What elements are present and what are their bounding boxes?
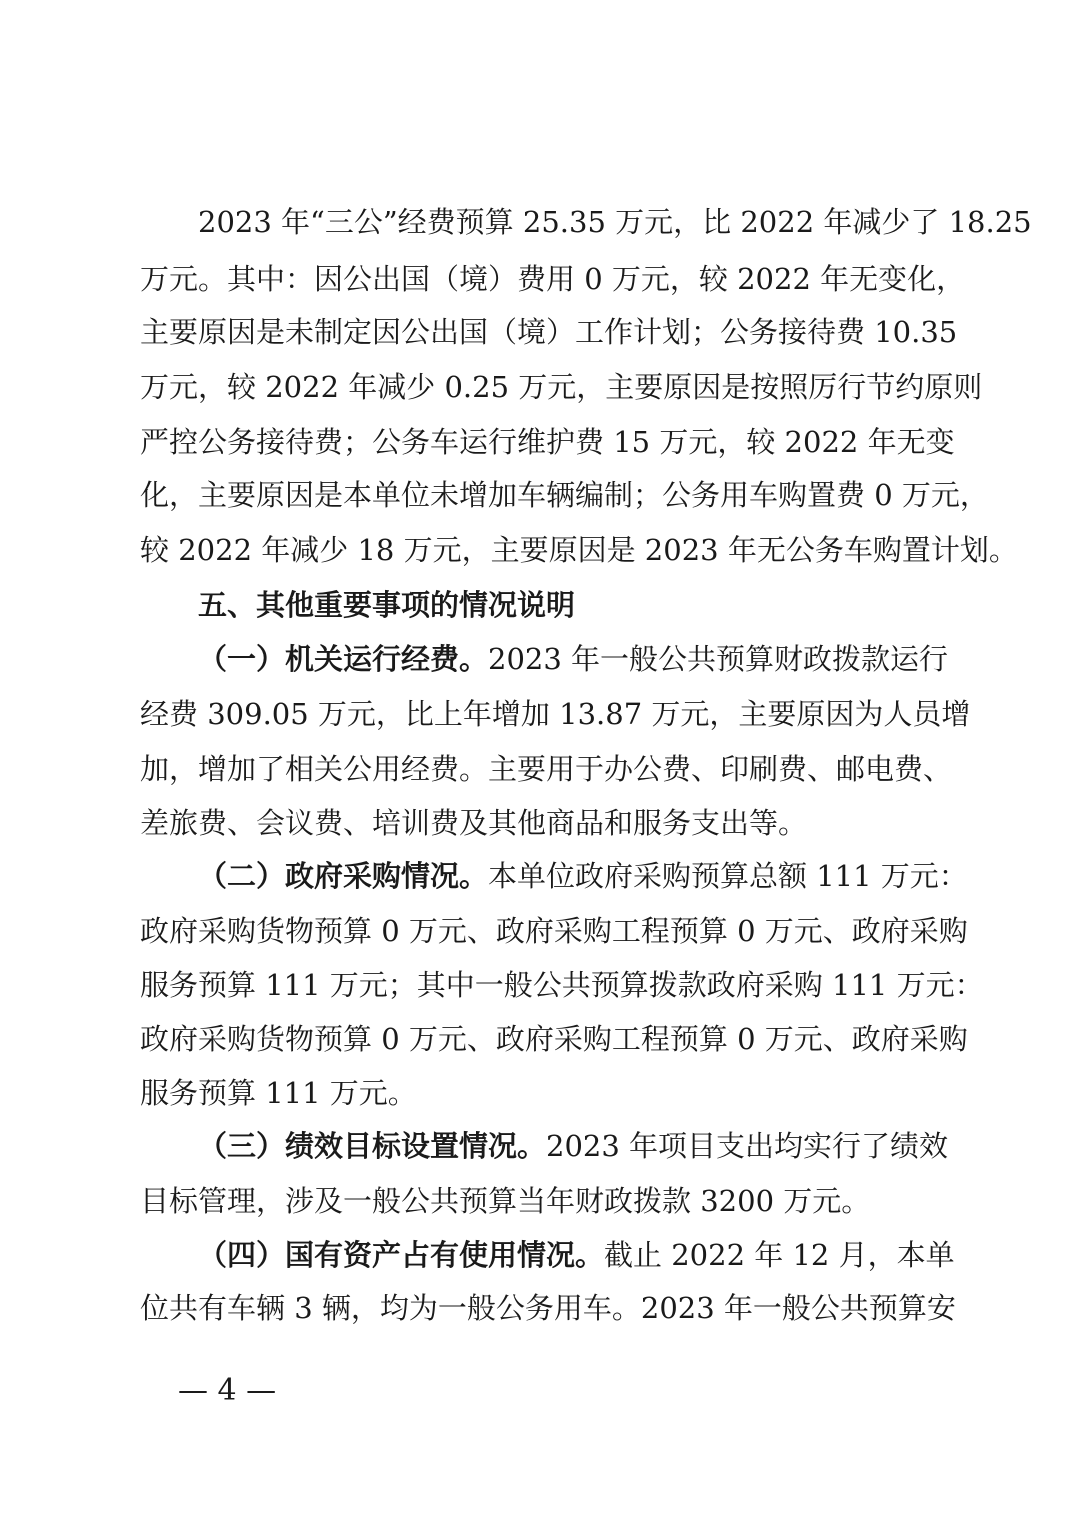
paragraph-lead: （三）绩效目标设置情况。 bbox=[198, 1129, 547, 1163]
paragraph-first-line bbox=[198, 642, 949, 676]
text-line: 2023 年“三公”经费预算 25.35 万元，比 2022 年减少了 18.25 bbox=[198, 205, 1032, 239]
paragraph-first-line bbox=[198, 1129, 949, 1163]
text-line: 化，主要原因是本单位未增加车辆编制；公务用车购置费 0 万元， bbox=[140, 478, 989, 512]
text-line: 目标管理，涉及一般公共预算当年财政拨款 3200 万元。 bbox=[140, 1184, 871, 1218]
text-line: 主要原因是未制定因公出国（境）工作计划；公务接待费 10.35 bbox=[140, 315, 958, 349]
text-line: 加，增加了相关公用经费。主要用于办公费、印刷费、邮电费、 bbox=[140, 752, 953, 786]
text-line: 万元，较 2022 年减少 0.25 万元，主要原因是按照厉行节约原则 bbox=[140, 370, 983, 404]
paragraph-lead: （一）机关运行经费。 bbox=[198, 642, 489, 676]
paragraph-first-line bbox=[198, 1238, 955, 1272]
paragraph-text: 2023 年项目支出均实行了绩效 bbox=[546, 1129, 949, 1163]
paragraph-lead: （二）政府采购情况。 bbox=[198, 859, 489, 893]
paragraph-text: 本单位政府采购预算总额 111 万元： bbox=[488, 859, 968, 893]
paragraph-text: 2023 年一般公共预算财政拨款运行 bbox=[488, 642, 949, 676]
paragraph-text: 截止 2022 年 12 月，本单 bbox=[604, 1238, 955, 1272]
text-line: 政府采购货物预算 0 万元、政府采购工程预算 0 万元、政府采购 bbox=[140, 914, 968, 948]
text-line: 较 2022 年减少 18 万元，主要原因是 2023 年无公务车购置计划。 bbox=[140, 533, 1018, 567]
text-line: 万元。其中：因公出国（境）费用 0 万元，较 2022 年无变化， bbox=[140, 262, 966, 296]
paragraph-lead: （四）国有资产占有使用情况。 bbox=[198, 1238, 605, 1272]
text-line: 经费 309.05 万元，比上年增加 13.87 万元，主要原因为人员增 bbox=[140, 697, 971, 731]
text-line: 严控公务接待费；公务车运行维护费 15 万元，较 2022 年无变 bbox=[140, 425, 955, 459]
text-line: 差旅费、会议费、培训费及其他商品和服务支出等。 bbox=[140, 806, 808, 840]
section-heading: 五、其他重要事项的情况说明 bbox=[198, 588, 576, 622]
text-line: 位共有车辆 3 辆，均为一般公务用车。2023 年一般公共预算安 bbox=[140, 1291, 956, 1325]
text-line: 服务预算 111 万元。 bbox=[140, 1076, 417, 1110]
text-line: 政府采购货物预算 0 万元、政府采购工程预算 0 万元、政府采购 bbox=[140, 1022, 968, 1056]
text-line: 服务预算 111 万元；其中一般公共预算拨款政府采购 111 万元： bbox=[140, 968, 984, 1002]
paragraph-first-line bbox=[198, 859, 968, 893]
page-number: — 4 — bbox=[178, 1373, 277, 1408]
